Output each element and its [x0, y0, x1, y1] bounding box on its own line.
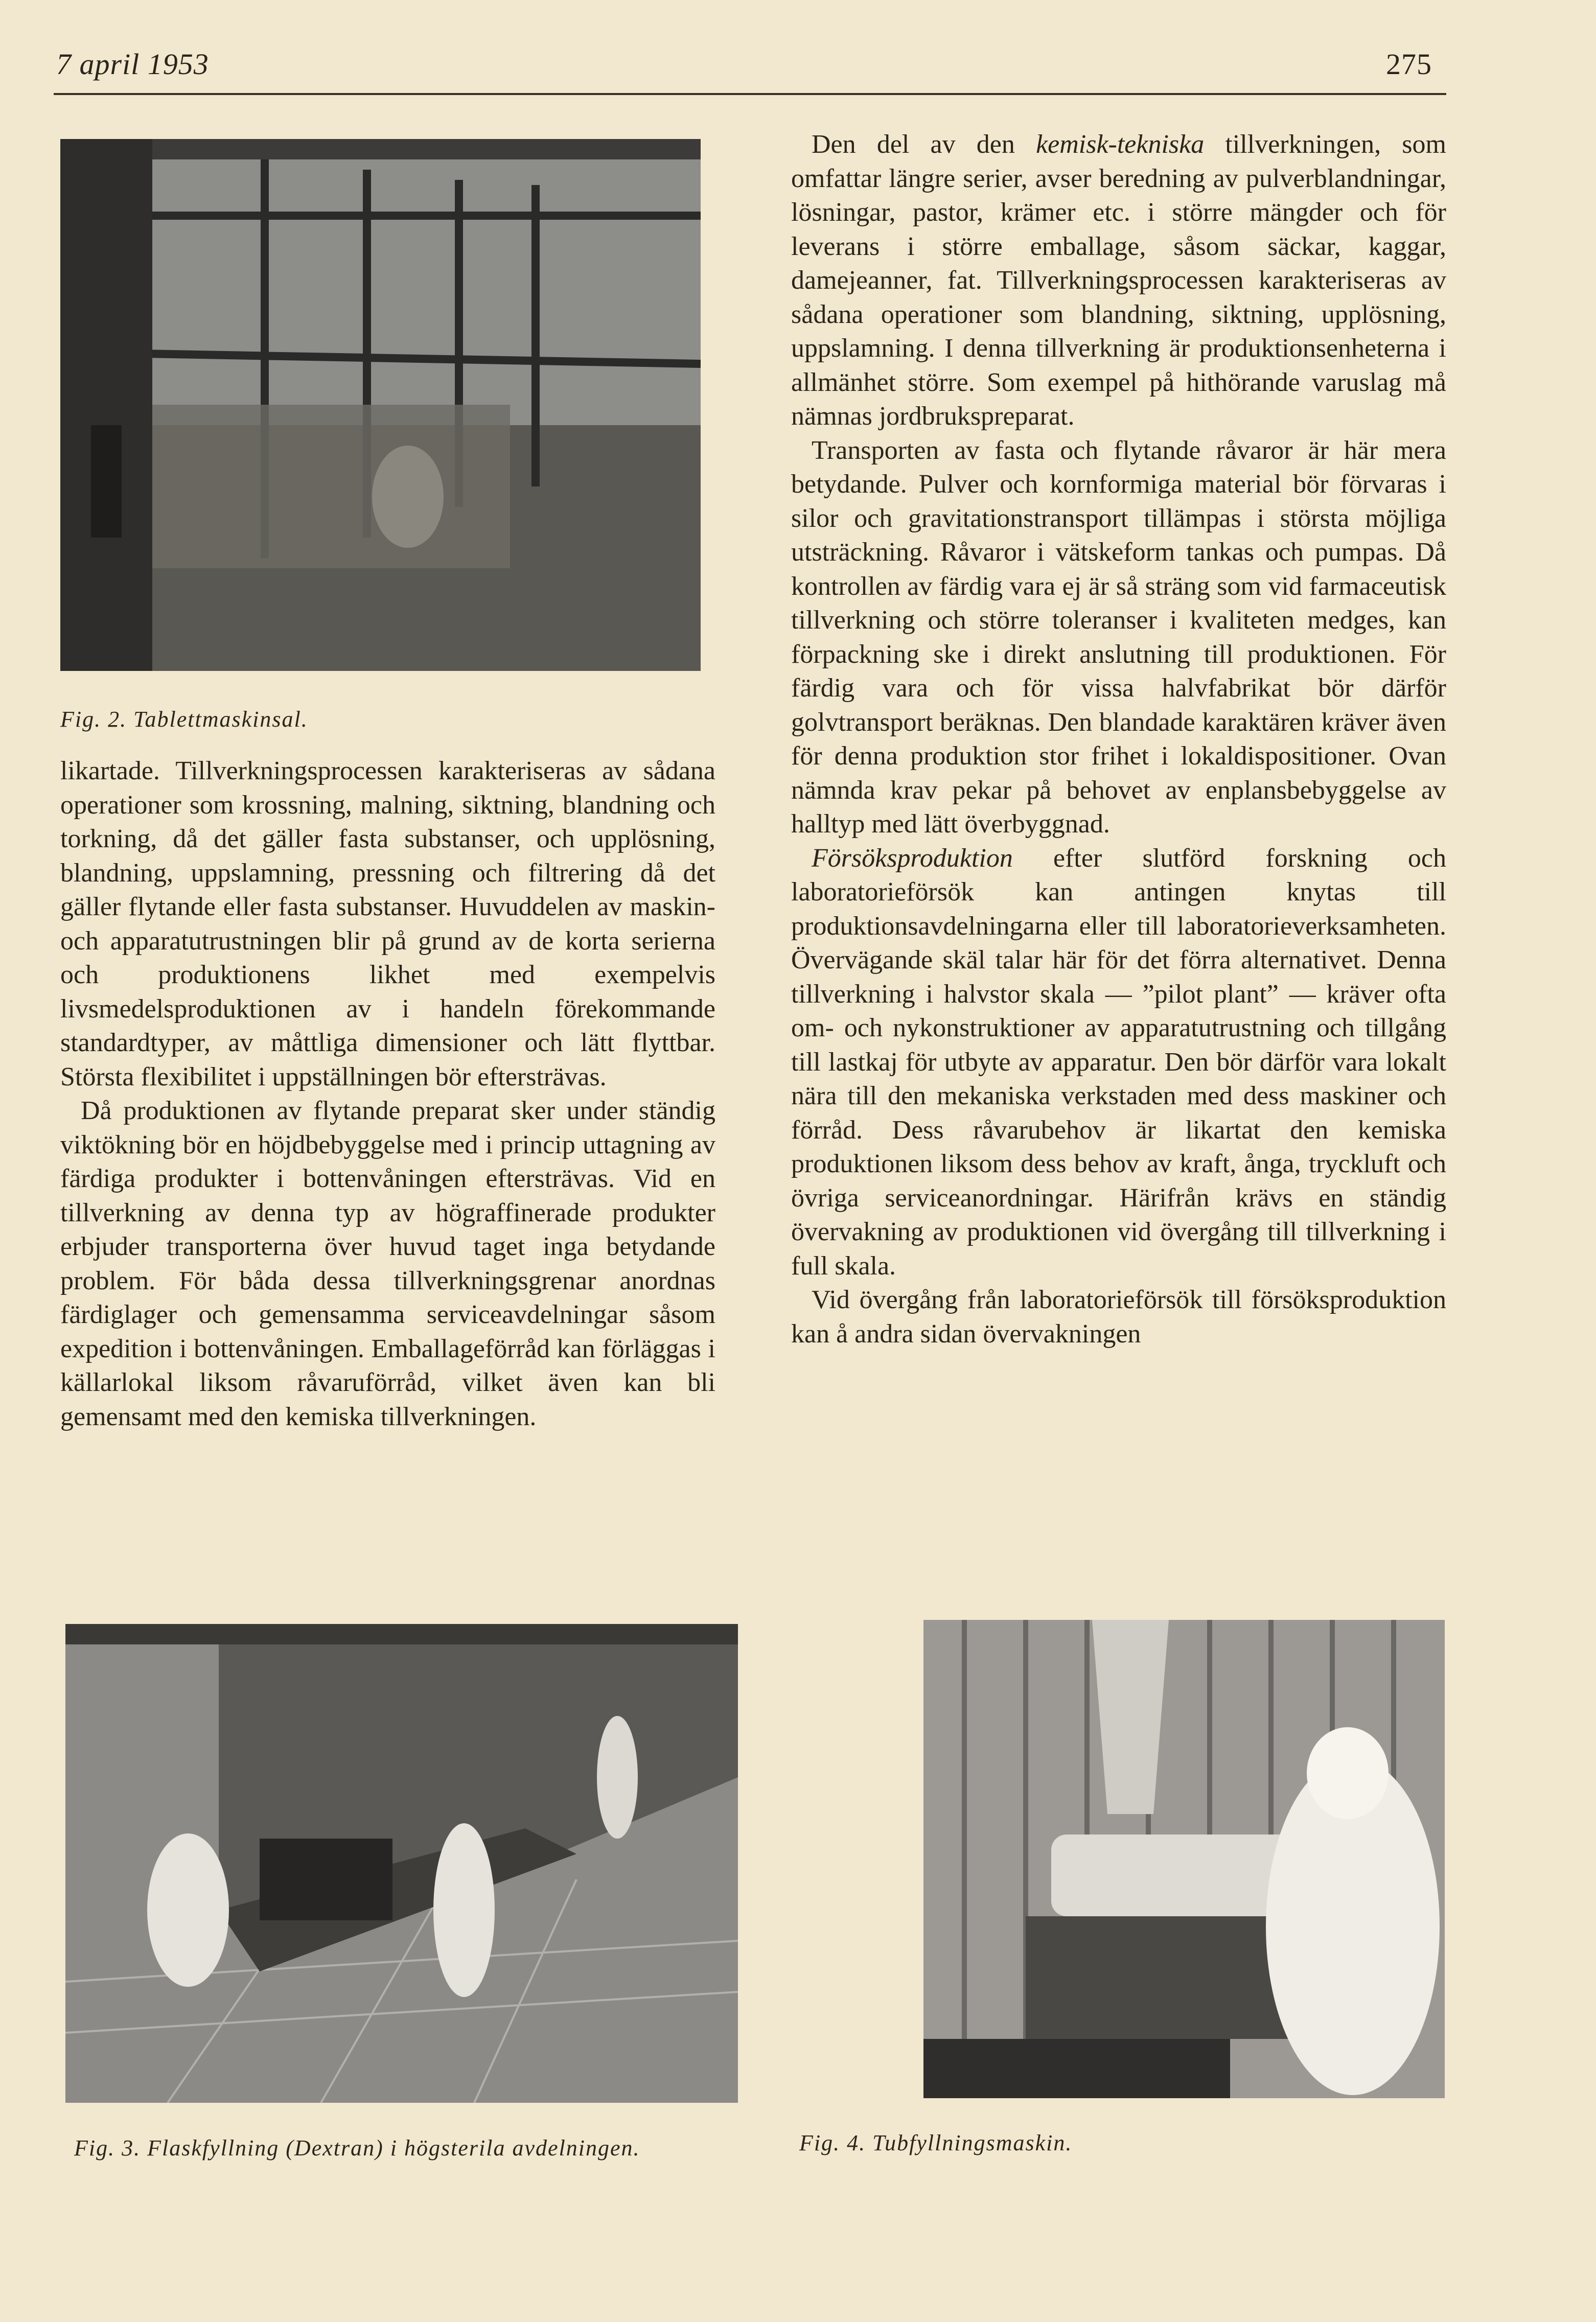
- right-paragraph-4: Vid övergång från laboratorieförsök till försöksproduktion kan å andra sidan övervakningen: [791, 1285, 1446, 1349]
- left-paragraph-2: Då produktionen av flytande preparat sker under ständig viktökning bör en höjdbebyggelse med i princip uttagning av färdiga produkter i bottenvåningen eftersträvas. Vid en tillverkning av denna typ av högraffinerade produkter erbjuder transporterna över huvud taget inga betydande problem. För båda dessa tillverkningsgrenar anordnas färdiglager och gemensamma serviceavdelningar såsom expedition i bottenvåningen. Emballageförråd kan förläggas i källarlokal liksom råvaruförråd, vilket även kan bli gemensamt med den kemiska tillverkningen.: [60, 1096, 715, 1431]
- left-paragraph-1: likartade. Tillverkningsprocessen karakteriseras av sådana operationer som krossning, malning, siktning, blandning och torkning, då det gäller fasta substanser, och upplösning, blandning, uppslamning, pressning och filtrering då det gäller flytande eller fasta substanser. Huvuddelen av maskin- och apparatutrustningen blir på grund av de korta serierna och produktionens likhet med exempelvis livsmedelsproduktionen av i handeln förekommande standardtyper, av måttliga dimensioner och lätt flyttbar. Största flexibilitet i uppställningen bör eftersträvas.: [60, 756, 715, 1092]
- right-paragraph-2: Transporten av fasta och flytande råvaror är här mera betydande. Pulver och kornformiga material bör förvaras i silor och gravitationstransport tillämpas i största möjliga utsträckning. Råvaror i vätskeform tankas och pumpas. Då kontrollen av färdig vara ej är så sträng som vid farmaceutisk tillverkning och större toleranser i kvaliteten medges, kan förpackning ske i direkt anslutning till produktionen. För färdig vara och för vissa halvfabrikat bör därför golvtransport beräknas. Den blandade karaktären kräver även för denna produktion stor frihet i lokaldispositioner. Ovan nämnda krav pekar på behovet av enplansbebyggelse av halltyp med lätt överbyggnad.: [791, 435, 1446, 839]
- header-rule: [54, 93, 1446, 95]
- fig3-photo: [65, 1624, 738, 2103]
- left-column-text: [60, 754, 715, 1434]
- right-paragraph-3: [791, 842, 1446, 1284]
- right-p1-rest: tillverkningen, som omfattar längre serier, avser beredning av pulverblandningar, lösningar, pastor, krämer etc. i större mängder och för leverans i större emballage, såsom säckar, kaggar, damejeanner, fat. Tillverkningsprocessen karakteriseras av sådana operationer som blandning, siktning, upplösning, uppslamning. I denna tillverkning är produktionsenheterna i allmänhet större. Som exempel på hithörande varuslag må nämnas jordbrukspreparat.: [791, 130, 1446, 431]
- right-p3-italic-term: Försöksproduktion: [812, 843, 1013, 873]
- right-column-text: [791, 128, 1446, 1351]
- right-p1-italic-term: kemisk-tekniska: [1036, 130, 1205, 159]
- fig3-caption: Fig. 3. Flaskfyllning (Dextran) i högsterila avdelningen.: [74, 2135, 640, 2161]
- fig2-photo: [60, 139, 701, 671]
- right-p1-prefix: Den del av den: [812, 130, 1036, 159]
- right-p3-rest: efter slutförd forskning och laboratorieförsök kan antingen knytas till produktionsavdelningarna eller till laboratorieverksamheten. Övervägande skäl talar här för det förra alternativet. Denna tillverkning i halvstor skala — ”pilot plant” — kräver ofta om- och nykonstruktioner av apparatutrustning och tillgång till lastkaj för utbyte av apparatur. Den bör därför vara lokalt nära till den mekaniska verkstaden med dess maskiner och förråd. Dess råvarubehov är likartat den kemiska produktionen liksom dess behov av kraft, ånga, tryckluft och övriga serviceanordningar. Härifrån krävs en ständig övervakning av produktionen vid övergång till tillverkning i full skala.: [791, 843, 1446, 1281]
- fig4-photo: [923, 1620, 1445, 2098]
- running-header-date: 7 april 1953: [56, 48, 209, 81]
- fig4-caption: Fig. 4. Tubfyllningsmaskin.: [799, 2130, 1073, 2155]
- fig2-caption: Fig. 2. Tablettmaskinsal.: [60, 707, 308, 732]
- right-paragraph-1: [791, 128, 1446, 434]
- page-number: 275: [1386, 48, 1432, 81]
